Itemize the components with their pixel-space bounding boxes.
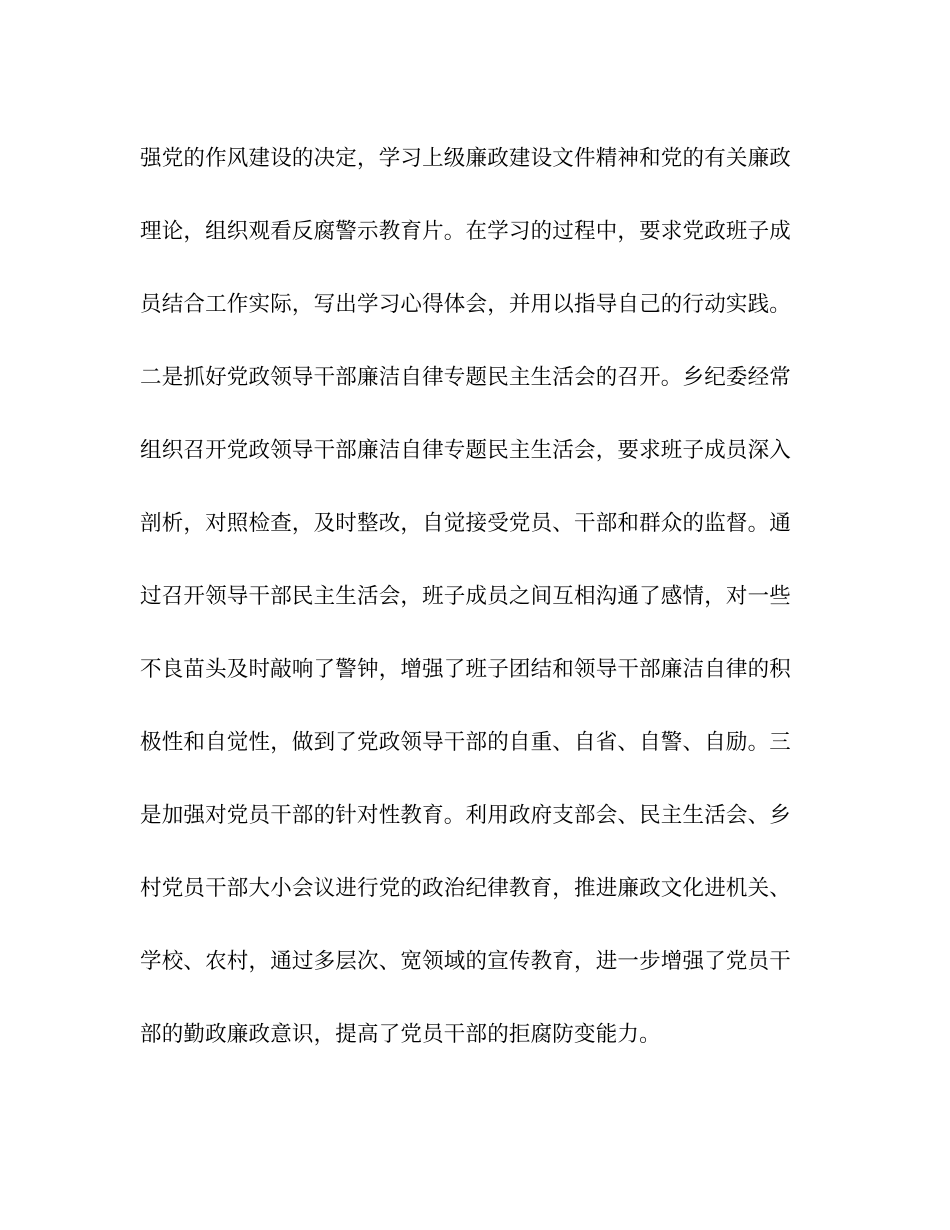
text-line-13: 部的勤政廉政意识，提高了党员干部的拒腐防变能力。 (140, 1022, 661, 1047)
text-line-7: 过召开领导干部民主生活会，班子成员之间互相沟通了感情，对一些 (140, 584, 792, 609)
text-line-4: 二是抓好党政领导干部廉洁自律专题民主生活会的召开。乡纪委经常 (140, 365, 792, 390)
body-paragraph (140, 136, 820, 1085)
text-line-9: 极性和自觉性，做到了党政领导干部的自重、自省、自警、自励。三 (140, 730, 792, 755)
text-line-6: 剖析，对照检查，及时整改，自觉接受党员、干部和群众的监督。通 (140, 511, 792, 536)
text-line-8: 不良苗头及时敲响了警钟，增强了班子团结和领导干部廉洁自律的积 (140, 657, 792, 682)
text-line-11: 村党员干部大小会议进行党的政治纪律教育，推进廉政文化进机关、 (140, 876, 792, 901)
text-line-5: 组织召开党政领导干部廉洁自律专题民主生活会，要求班子成员深入 (140, 438, 792, 463)
text-line-1: 强党的作风建设的决定，学习上级廉政建设文件精神和党的有关廉政 (140, 146, 792, 171)
text-line-2: 理论，组织观看反腐警示教育片。在学习的过程中，要求党政班子成 (140, 219, 792, 244)
text-line-10: 是加强对党员干部的针对性教育。利用政府支部会、民主生活会、乡 (140, 803, 792, 828)
text-line-12: 学校、农村，通过多层次、宽领域的宣传教育，进一步增强了党员干 (140, 949, 792, 974)
text-line-3: 员结合工作实际，写出学习心得体会，并用以指导自己的行动实践。 (140, 292, 792, 317)
